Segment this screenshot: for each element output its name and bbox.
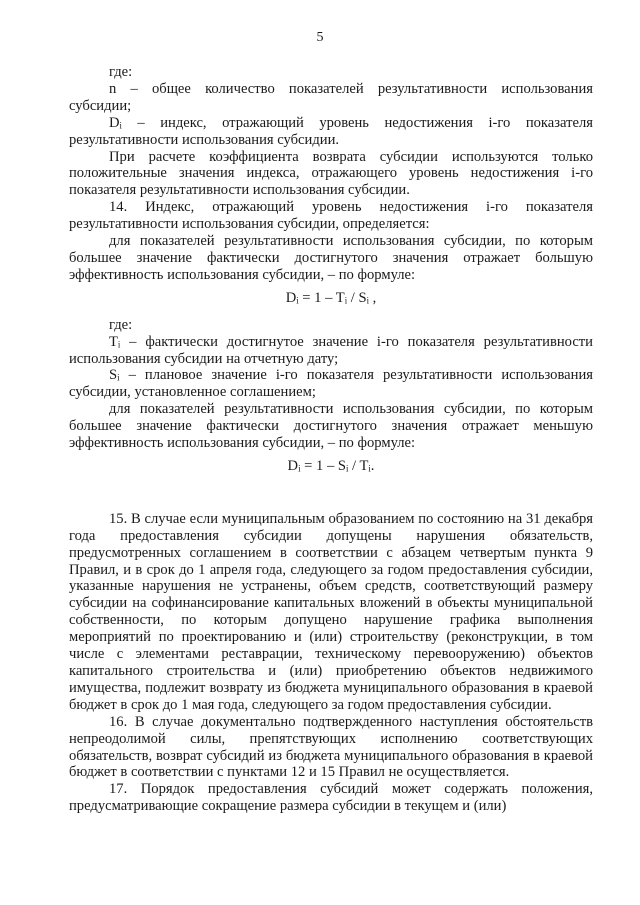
paragraph-where-1: где:: [109, 64, 133, 80]
paragraph-greater-worse: для показателей результативности использования субсидии, по которым большее значение фактически достигнутого значения отражает меньшую эффективность использования субсидии, – по формуле:: [69, 401, 593, 452]
paragraph-definition-di: Dᵢ – индекс, отражающий уровень недостижения i-го показателя результативности использования субсидии.: [69, 114, 593, 148]
page-number: 5: [316, 30, 324, 45]
paragraph-definition-n: n – общее количество показателей результативности использования субсидии;: [69, 80, 593, 114]
paragraph-definition-ti: Tᵢ – фактически достигнутое значение i-го показателя результативности использования субсидии на отчетную дату;: [69, 333, 593, 367]
paragraph-where-2: где:: [109, 316, 133, 333]
paragraph-greater-better: для показателей результативности использования субсидии, по которым большее значение фактически достигнутого значения отражает большую эффективность использования субсидии, – по формуле:: [69, 233, 593, 283]
paragraph-positive-values: При расчете коэффициента возврата субсидии используются только положительные значения индекса, отражающего уровень недостижения i-го показателя результативности использования субсидии.: [69, 148, 593, 199]
paragraph-definition-si: Sᵢ – плановое значение i-го показателя результативности использования субсидии, установленное соглашением;: [69, 367, 593, 401]
spacer: [69, 485, 593, 511]
paragraph-clause-15: 15. В случае если муниципальным образованием по состоянию на 31 декабря года предоставления субсидии допущены нарушения обязательств, предусмотренных соглашением в соответствии с абзацем четвертым пункта 9 Правил, и в срок до 1 апреля года, следующего за годом предоставления субсидии, указанные нарушения не устранены, объем средств, соответствующий размеру субсидии на софинансирование капитальных вложений в объекты муниципальной собственности, по которым допущено нарушение графика выполнения мероприятий по проектированию и (или) строительству (реконструкции, в том числе с элементами реставрации, техническому перевооружению) объектов капитального строительства и (или) приобретению объектов недвижимого имущества, подлежит возврату из бюджета муниципального образования в краевой бюджет в срок до 1 мая года, следующего за годом предоставления субсидии.: [69, 510, 593, 713]
paragraph-clause-17: 17. Порядок предоставления субсидий может содержать положения, предусматривающие сокращение размера субсидии в текущем и (или): [69, 781, 593, 815]
paragraph-clause-14: 14. Индекс, отражающий уровень недостижения i-го показателя результативности использования субсидии, определяется:: [69, 199, 593, 233]
paragraph-clause-16: 16. В случае документально подтвержденного наступления обстоятельств непреодолимой силы, препятствующих исполнению соответствующих обязательств, возврат субсидий из бюджета муниципального образования в краевой бюджет в соответствии с пунктами 12 и 15 Правил не осуществляется.: [69, 713, 593, 781]
formula-di-1: Dᵢ = 1 – Tᵢ / Sᵢ ,: [285, 289, 377, 306]
document-body: [69, 64, 593, 815]
formula-di-2: Dᵢ = 1 – Sᵢ / Tᵢ.: [287, 457, 375, 474]
